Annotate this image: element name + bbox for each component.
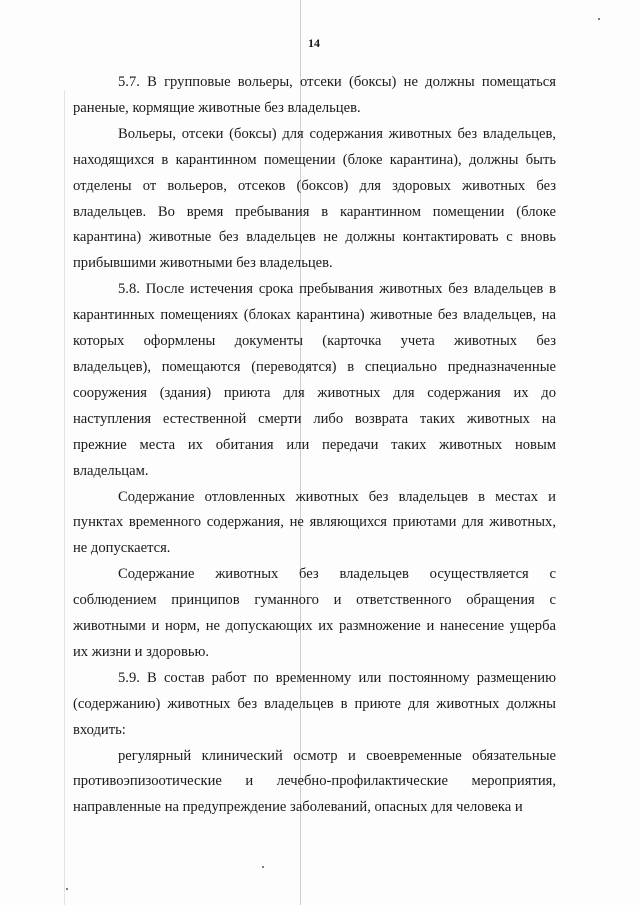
paragraph-p-5-9 [73, 666, 556, 744]
text-line: владельцам. [73, 462, 149, 479]
text-line: раненые, кормящие животные без владельцев. [73, 99, 361, 116]
text-line: владельцев), помещаются (переводятся) в специально предназначенные [73, 358, 556, 375]
text-line: не допускается. [73, 540, 171, 557]
text-line: владельцев. Во время пребывания в карантинном помещении (блоке [73, 203, 556, 220]
text-line: отделены от вольеров, отсеков (боксов) для здоровых животных без [73, 177, 556, 194]
text-line: (содержанию) животных без владельцев в приюте для животных должны [73, 695, 556, 712]
text-line: находящихся в карантинном помещении (блоке карантина), должны быть [73, 151, 556, 168]
paragraph-p-principles [73, 562, 556, 666]
paragraph-p-temporary [73, 485, 556, 563]
text-line: Содержание отловленных животных без владельцев в местах и [118, 488, 556, 505]
text-line: сооружения (здания) приюта для животных для содержания их до [73, 384, 556, 401]
document-body [73, 70, 556, 821]
text-line: соблюдением принципов гуманного и ответственного обращения с [73, 592, 556, 609]
text-line: карантинных помещениях (блоках карантина) животные без владельцев, на [73, 307, 556, 324]
text-line: карантина) животные без владельцев не должны контактировать с вновь [73, 229, 556, 246]
text-line: входить: [73, 721, 126, 738]
text-line: их жизни и здоровью. [73, 643, 210, 660]
text-line: 5.7. В групповые вольеры, отсеки (боксы) не должны помещаться [118, 74, 556, 90]
scan-speck [598, 18, 600, 20]
paragraph-p-5-8 [73, 277, 556, 484]
scan-speck [262, 866, 264, 868]
text-line: 5.9. В состав работ по временному или постоянному размещению [118, 669, 556, 686]
text-line: прибывшими животными без владельцев. [73, 255, 333, 272]
scan-speck [66, 888, 68, 890]
paragraph-p-5-7 [73, 70, 556, 122]
text-line: направленные на предупреждение заболеваний, опасных для человека и [73, 799, 523, 816]
page-number: 14 [308, 36, 320, 50]
scan-artifact-left-line [64, 90, 65, 905]
text-line: наступления естественной смерти либо возврата таких животных на [73, 410, 556, 427]
text-line: регулярный клинический осмотр и своевременные обязательные [118, 747, 556, 764]
paragraph-p-quarantine [73, 122, 556, 277]
text-line: животными и норм, не допускающих их размножение и нанесение ущерба [73, 618, 556, 635]
text-line: пунктах временного содержания, не являющихся приютами для животных, [73, 514, 556, 531]
paragraph-p-examination [73, 744, 556, 822]
text-line: которых оформлены документы (карточка учета животных без [73, 333, 556, 350]
text-line: Вольеры, отсеки (боксы) для содержания животных без владельцев, [118, 125, 556, 142]
text-line: Содержание животных без владельцев осуществляется с [118, 566, 556, 583]
text-line: противоэпизоотические и лечебно-профилактические мероприятия, [73, 773, 556, 790]
text-line: прежние места их обитания или передачи таких животных новым [73, 436, 556, 453]
text-line: 5.8. После истечения срока пребывания животных без владельцев в [118, 281, 556, 298]
